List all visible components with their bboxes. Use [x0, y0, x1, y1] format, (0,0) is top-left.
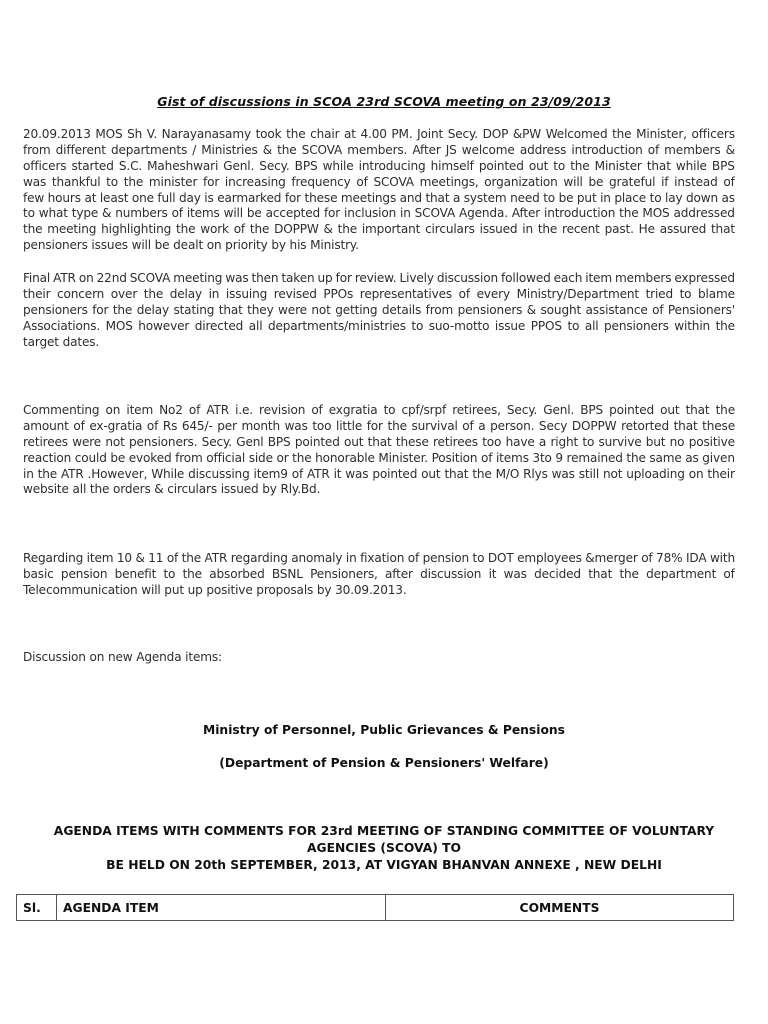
paragraph-line: few hours at least one full day is earmarked for these meetings and that a system need to be put in place to lay down as: [23, 190, 735, 205]
header-comments: COMMENTS: [386, 895, 734, 921]
agenda-table: [16, 894, 734, 921]
paragraph-line: in the ATR .However, While discussing item9 of ATR it was pointed out that the M/O Rlys was still not uploading on their: [23, 466, 735, 481]
paragraph-line: Commenting on item No2 of ATR i.e. revision of exgratia to cpf/srpf retirees, Secy. Genl. BPS pointed out that the: [23, 403, 735, 417]
paragraph-line: Telecommunication will put up positive proposals by 30.09.2013.: [23, 582, 407, 597]
paragraph-line: reaction could be evoked from official side or the honorable Minister. Position of items 3to 9 remained the same as given: [23, 450, 735, 465]
paragraph-line: 20.09.2013 MOS Sh V. Narayanasamy took the chair at 4.00 PM. Joint Secy. DOP &PW Welcomed the Minister, officers: [23, 127, 735, 141]
paragraph-line: their concern over the delay in issuing revised PPOs representatives of every Ministry/Department tried to blame: [23, 286, 735, 301]
paragraph-line: officers started S.C. Maheshwari Genl. Secy. BPS while introducing himself pointed out to the Minister that while BPS: [23, 158, 735, 173]
paragraph-line: from different departments / Ministries & the SCOVA members. After JS welcome address introduction of members &: [23, 142, 735, 157]
paragraph-final-atr: [23, 271, 735, 350]
agenda-heading: [20, 823, 748, 874]
paragraph-line: pensioners for the delay stating that they were not getting details from pensioners & sought assistance of Pensioners': [23, 302, 735, 317]
paragraph-line: pensioners issues will be dealt on priority by his Ministry.: [23, 238, 359, 253]
paragraph-line: target dates.: [23, 334, 100, 349]
agenda-heading-line-2: BE HELD ON 20th SEPTEMBER, 2013, AT VIGYAN BHANVAN ANNEXE , NEW DELHI: [106, 858, 662, 872]
paragraph-line: to what type & numbers of items will be accepted for inclusion in SCOVA Agenda. After introduction the MOS addressed: [23, 206, 735, 221]
document-title: Gist of discussions in SCOA 23rd SCOVA meeting on 23/09/2013: [157, 94, 611, 109]
paragraph-new-agenda: [23, 650, 735, 666]
paragraph-line: Associations. MOS however directed all departments/ministries to suo-motto issue PPOS to all pensioners within the: [23, 318, 735, 333]
paragraph-opening: [23, 127, 735, 254]
paragraph-line: website all the orders & circulars issued by Rly.Bd.: [23, 482, 321, 497]
paragraph-line: Final ATR on 22nd SCOVA meeting was then taken up for review. Lively discussion followed each item members expressed: [23, 271, 735, 285]
paragraph-item-no2: [23, 403, 735, 498]
paragraph-line: Regarding item 10 & 11 of the ATR regarding anomaly in fixation of pension to DOT employees &merger of 78% IDA with: [23, 551, 735, 565]
header-serial: Sl.: [17, 895, 57, 921]
header-agenda-item: AGENDA ITEM: [57, 895, 386, 921]
paragraph-item-10-11: [23, 551, 735, 599]
paragraph-line: the meeting highlighting the work of the DOPPW & the important circulars issued in the recent past. He assured that: [23, 222, 735, 237]
department-heading: (Department of Pension & Pensioners' Welfare): [219, 756, 549, 770]
agenda-heading-line-1: AGENDA ITEMS WITH COMMENTS FOR 23rd MEETING OF STANDING COMMITTEE OF VOLUNTARY AGENCIES (SCOVA) TO: [53, 824, 715, 855]
paragraph-line: basic pension benefit to the absorbed BSNL Pensioners, after discussion it was decided that the department of: [23, 566, 735, 581]
paragraph-line: was thankful to the minister for increasing frequency of SCOVA meetings, organization will be grateful if instead of: [23, 174, 735, 189]
paragraph-line: retirees were not pensioners. Secy. Genl BPS pointed out that these retirees too have a right to survive but no positive: [23, 434, 735, 449]
paragraph-line: amount of ex-gratia of Rs 645/- per month was too little for the survival of a person. Secy DOPPW retorted that these: [23, 418, 735, 433]
ministry-heading: Ministry of Personnel, Public Grievances & Pensions: [202, 723, 565, 737]
paragraph-line: Discussion on new Agenda items:: [23, 650, 222, 664]
table-header-row: [17, 895, 734, 921]
